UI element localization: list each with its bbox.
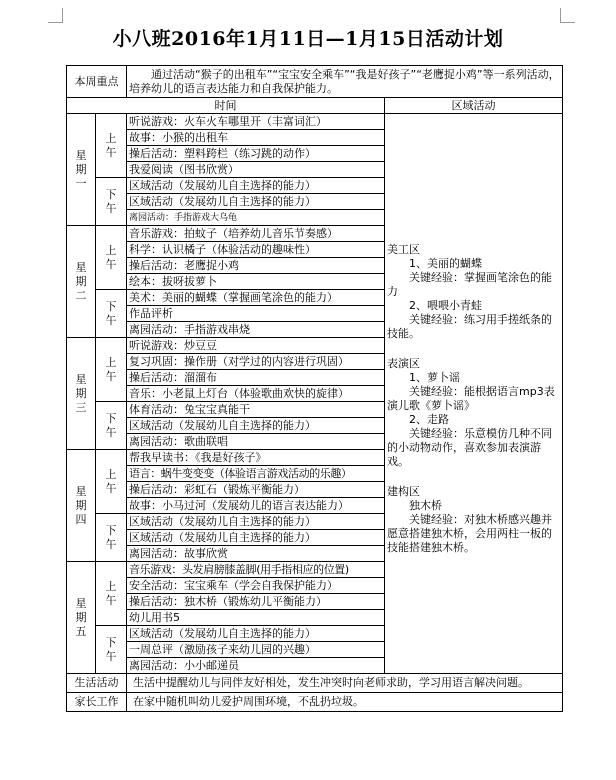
activity-item: 区域活动（发展幼儿自主选择的能力） xyxy=(127,418,385,434)
activity-item: 美术：美丽的蝴蝶（掌握画笔涂色的能力） xyxy=(127,290,385,306)
activity-item: 体育活动：兔宝宝真能干 xyxy=(127,402,385,418)
activity-item: 离园活动：手指游戏大乌龟 xyxy=(127,210,385,226)
activity-item: 操后活动：塑料跨栏（练习跳的动作） xyxy=(127,146,385,162)
area-line: 1、萝卜谣 xyxy=(409,370,460,384)
activity-item: 听说游戏：炒豆豆 xyxy=(127,338,385,354)
area-line: 关键经验：对独木桥感兴趣并愿意搭建独木桥，会用两柱一板的技能搭建独木桥。 xyxy=(387,512,552,554)
activity-item: 操后活动：溜溜布 xyxy=(127,370,385,386)
activity-item: 音乐：小老鼠上灯台（体验歌曲欢快的旋律） xyxy=(127,386,385,402)
page-corner-mark-left xyxy=(48,8,63,23)
parent-work-label: 家长工作 xyxy=(67,693,127,712)
focus-text: 通过活动“猴子的出租车”“宝宝安全乘车”“我是好孩子”“老鹰捉小鸡”等一系列活动，培养幼儿的语言表达能力和自我保护能力。 xyxy=(127,66,563,98)
activity-item: 语言：蜗牛变变变（体验语言游戏活动的乐趣） xyxy=(127,466,385,482)
life-activity-text: 生活中提醒幼儿与同伴友好相处，发生冲突时向老师求助，学习用语言解决问题。 xyxy=(127,674,563,693)
activity-item: 一周总评（激励孩子来幼儿园的兴趣） xyxy=(127,642,385,658)
parent-work-row xyxy=(67,693,563,712)
area-line: 2、喂喂小青蛙 xyxy=(409,298,482,312)
activity-item: 操后活动：老鹰捉小鸡 xyxy=(127,258,385,274)
document-title: 小八班2016年1月11日—1月15日活动计划 xyxy=(112,28,504,50)
area-section-construction xyxy=(387,485,560,555)
day-label-wed: 星 期 三 xyxy=(67,338,96,450)
area-header: 区域活动 xyxy=(385,98,563,114)
am-label: 上 午 xyxy=(96,338,127,402)
activity-item: 科学：认识橘子（体验活动的趣味性） xyxy=(127,242,385,258)
pm-label: 下 午 xyxy=(96,178,127,226)
area-section-name: 表演区 xyxy=(387,356,420,370)
activity-item: 音乐游戏：拍蚊子（培养幼儿音乐节奏感） xyxy=(127,226,385,242)
activity-item: 区域活动（发展幼儿自主选择的能力） xyxy=(127,514,385,530)
day-label-mon: 星 期 一 xyxy=(67,114,96,226)
activity-item: 帮我早读书：《我是好孩子》 xyxy=(127,450,385,466)
area-section-name: 建构区 xyxy=(387,484,420,498)
area-line: 关键经验：乐意模仿几种不同的小动物动作，喜欢参加表演游戏。 xyxy=(387,426,552,468)
table-row xyxy=(67,114,563,130)
day-label-tue: 星 期 二 xyxy=(67,226,96,338)
pm-label: 下 午 xyxy=(96,402,127,450)
area-line: 关键经验：能根据语言mp3表演儿歌《萝卜谣》 xyxy=(387,384,555,412)
focus-label: 本周重点 xyxy=(67,66,127,98)
am-label: 上 午 xyxy=(96,450,127,514)
am-label: 上 午 xyxy=(96,226,127,290)
activity-item: 操后活动：彩虹石（锻炼平衡能力） xyxy=(127,482,385,498)
life-activity-row xyxy=(67,674,563,693)
activity-item: 区域活动（发展幼儿自主选择的能力） xyxy=(127,530,385,546)
activity-item: 故事：小猴的出租车 xyxy=(127,130,385,146)
activity-plan-table xyxy=(66,65,563,712)
activity-item: 我爱阅读（图书欣赏） xyxy=(127,162,385,178)
activity-item: 离园活动：手指游戏串烧 xyxy=(127,322,385,338)
area-line: 1、美丽的蝴蝶 xyxy=(409,256,482,270)
area-activities-cell xyxy=(385,114,563,674)
activity-item: 故事：小马过河（发展幼儿的语言表达能力） xyxy=(127,498,385,514)
parent-work-text: 在家中随机叫幼儿爱护周围环境，不乱扔垃圾。 xyxy=(127,693,563,712)
pm-label: 下 午 xyxy=(96,626,127,674)
activity-item: 区域活动（发展幼儿自主选择的能力） xyxy=(127,194,385,210)
activity-item: 作品评析 xyxy=(127,306,385,322)
activity-item: 区域活动（发展幼儿自主选择的能力） xyxy=(127,178,385,194)
activity-item: 区域活动（发展幼儿自主选择的能力） xyxy=(127,626,385,642)
activity-item: 安全活动：宝宝乘车（学会自我保护能力） xyxy=(127,578,385,594)
activity-item: 操后活动：独木桥（锻炼幼儿平衡能力） xyxy=(127,594,385,610)
area-section-performance xyxy=(387,357,560,469)
area-section-name: 美工区 xyxy=(387,242,420,256)
area-section-art xyxy=(387,243,560,341)
page-corner-mark-right xyxy=(560,8,575,23)
time-header: 时间 xyxy=(67,98,385,114)
activity-item: 绘本：拔呀拔萝卜 xyxy=(127,274,385,290)
activity-item: 听说游戏：火车火车哪里开（丰富词汇） xyxy=(127,114,385,130)
life-activity-label: 生活活动 xyxy=(67,674,127,693)
pm-label: 下 午 xyxy=(96,514,127,562)
activity-item: 离园活动：歌曲联唱 xyxy=(127,434,385,450)
activity-item: 音乐游戏：头发肩膀膝盖脚(用手指相应的位置) xyxy=(127,562,385,578)
am-label: 上 午 xyxy=(96,562,127,626)
area-line: 关键经验：掌握画笔涂色的能力 xyxy=(387,270,552,298)
day-label-thu: 星 期 四 xyxy=(67,450,96,562)
day-label-fri: 星 期 五 xyxy=(67,562,96,674)
activity-item: 复习巩固：操作册（对学过的内容进行巩固） xyxy=(127,354,385,370)
am-label: 上 午 xyxy=(96,114,127,178)
pm-label: 下 午 xyxy=(96,290,127,338)
area-line: 关键经验：练习用手搓纸条的技能。 xyxy=(387,312,552,340)
activity-item: 离园活动：故事欣赏 xyxy=(127,546,385,562)
activity-item: 离园活动：小小邮递员 xyxy=(127,658,385,674)
header-row xyxy=(67,98,563,114)
focus-row xyxy=(67,66,563,98)
activity-item: 幼儿用书5 xyxy=(127,610,385,626)
area-line: 2、走路 xyxy=(409,412,449,426)
area-line: 独木桥 xyxy=(409,498,442,512)
